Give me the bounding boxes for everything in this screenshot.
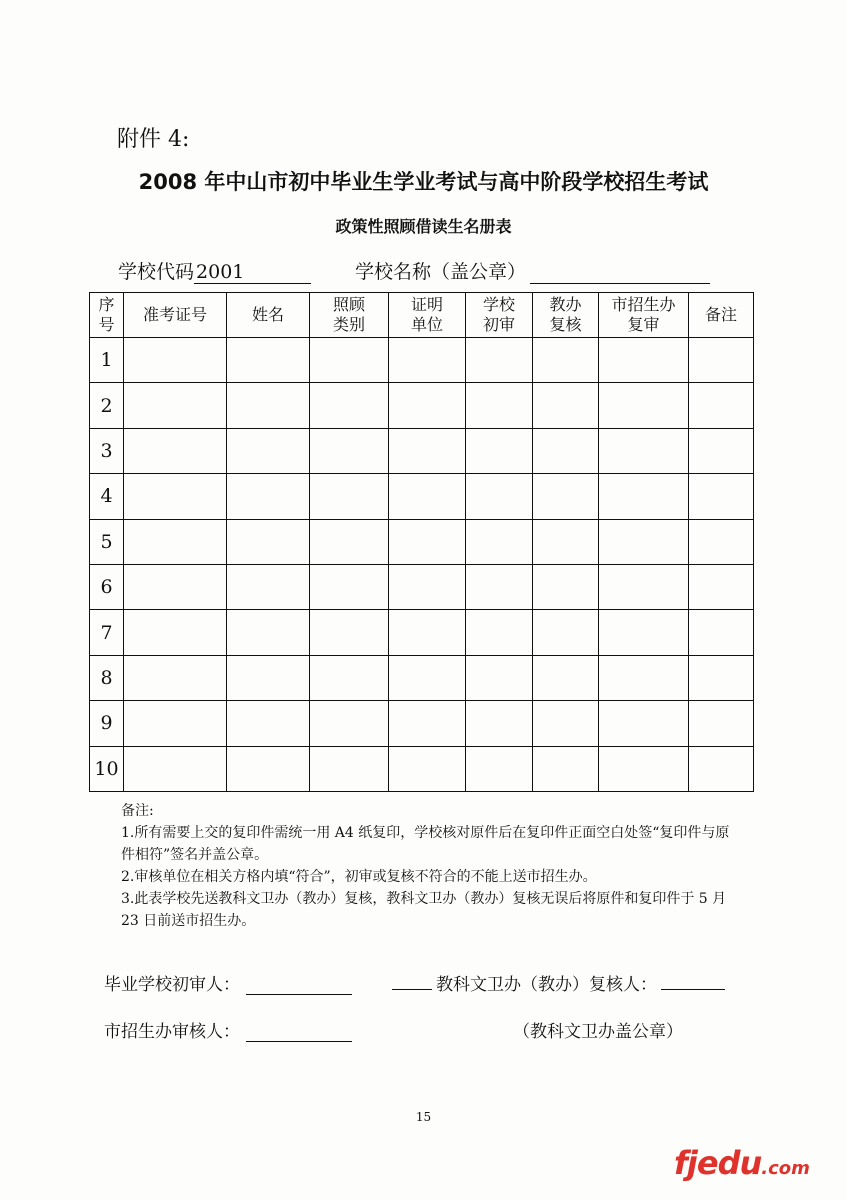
table-cell[interactable] (389, 655, 466, 700)
table-cell[interactable] (466, 564, 533, 609)
city-reviewer-label: 市招生办审核人： (104, 1022, 240, 1042)
city-reviewer-blank (246, 1023, 352, 1042)
table-cell[interactable] (533, 746, 599, 791)
table-cell[interactable] (689, 474, 754, 519)
note-item: 2.审核单位在相关方格内填“符合”，初审或复核不符合的不能上送市招生办。 (121, 869, 597, 885)
table-cell[interactable] (689, 519, 754, 564)
education-reviewer-blank (661, 971, 725, 990)
table-cell[interactable] (599, 701, 689, 746)
page-number: 15 (415, 1110, 432, 1124)
table-cell[interactable] (227, 338, 310, 383)
table-cell[interactable] (389, 428, 466, 473)
logo-brand: fjedu (674, 1144, 762, 1182)
table-cell[interactable] (124, 428, 227, 473)
logo-suffix: .com (761, 1158, 810, 1179)
table-cell[interactable] (310, 428, 389, 473)
table-cell[interactable] (389, 474, 466, 519)
col-header-care-category: 照顾 类别 (310, 293, 389, 338)
table-row (90, 519, 754, 564)
row-number: 8 (90, 655, 124, 700)
table-cell[interactable] (599, 564, 689, 609)
table-cell[interactable] (466, 383, 533, 428)
table-cell[interactable] (533, 655, 599, 700)
table-cell[interactable] (227, 655, 310, 700)
table-row (90, 474, 754, 519)
table-cell[interactable] (389, 564, 466, 609)
table-row (90, 655, 754, 700)
row-number: 2 (90, 383, 124, 428)
table-cell[interactable] (466, 610, 533, 655)
notes-section (121, 800, 741, 932)
table-cell[interactable] (466, 338, 533, 383)
table-cell[interactable] (466, 746, 533, 791)
table-cell[interactable] (466, 519, 533, 564)
table-cell[interactable] (533, 701, 599, 746)
roster-table (89, 292, 754, 792)
school-reviewer-blank (246, 976, 352, 995)
table-cell[interactable] (599, 610, 689, 655)
row-number: 1 (90, 338, 124, 383)
seal-note: （教科文卫办盖公章） (513, 1022, 683, 1042)
col-header-seq: 序 号 (90, 293, 124, 338)
table-row (90, 564, 754, 609)
table-cell[interactable] (389, 610, 466, 655)
table-cell[interactable] (533, 474, 599, 519)
table-cell[interactable] (689, 428, 754, 473)
col-header-edu-office-recheck: 教办 复核 (533, 293, 599, 338)
page-title: 2008 年中山市初中毕业生学业考试与高中阶段学校招生考试 (138, 170, 709, 194)
school-reviewer-label: 毕业学校初审人： (104, 975, 240, 995)
table-cell[interactable] (533, 383, 599, 428)
table-cell[interactable] (689, 655, 754, 700)
table-cell[interactable] (227, 746, 310, 791)
table-cell[interactable] (310, 338, 389, 383)
table-cell[interactable] (466, 474, 533, 519)
school-reviewer-row (104, 970, 352, 995)
school-name-row (355, 257, 710, 284)
table-cell[interactable] (599, 746, 689, 791)
table-cell[interactable] (389, 746, 466, 791)
table-cell[interactable] (389, 383, 466, 428)
col-header-name: 姓名 (227, 293, 310, 338)
table-cell[interactable] (227, 564, 310, 609)
table-header-row (90, 293, 754, 338)
table-row (90, 746, 754, 791)
table-cell[interactable] (310, 701, 389, 746)
row-number: 4 (90, 474, 124, 519)
table-cell[interactable] (466, 655, 533, 700)
table-cell[interactable] (227, 428, 310, 473)
attachment-label: 附件 4: (117, 127, 190, 152)
table-cell[interactable] (124, 519, 227, 564)
school-code-row (118, 257, 311, 284)
col-header-remarks: 备注 (689, 293, 754, 338)
table-cell[interactable] (227, 610, 310, 655)
table-cell[interactable] (310, 610, 389, 655)
col-header-city-admission-review: 市招生办 复审 (599, 293, 689, 338)
school-name-blank (530, 261, 710, 284)
table-cell[interactable] (124, 474, 227, 519)
table-row (90, 428, 754, 473)
table-cell[interactable] (689, 564, 754, 609)
table-cell[interactable] (599, 474, 689, 519)
table-cell[interactable] (310, 519, 389, 564)
table-cell[interactable] (599, 383, 689, 428)
table-cell[interactable] (124, 610, 227, 655)
table-cell[interactable] (389, 519, 466, 564)
table-cell[interactable] (533, 519, 599, 564)
table-cell[interactable] (599, 338, 689, 383)
row-number: 9 (90, 701, 124, 746)
table-cell[interactable] (227, 383, 310, 428)
table-cell[interactable] (389, 338, 466, 383)
col-header-school-review: 学校 初审 (466, 293, 533, 338)
table-cell[interactable] (689, 746, 754, 791)
row-number: 5 (90, 519, 124, 564)
school-code-value: 2001 (194, 261, 311, 284)
school-name-label: 学校名称（盖公章） (355, 261, 527, 283)
row-number: 10 (90, 746, 124, 791)
page-subtitle: 政策性照顾借读生名册表 (335, 217, 512, 236)
table-cell[interactable] (533, 564, 599, 609)
table-cell[interactable] (389, 701, 466, 746)
table-cell[interactable] (310, 474, 389, 519)
school-code-label: 学校代码 (118, 261, 195, 283)
table-cell[interactable] (227, 519, 310, 564)
table-cell[interactable] (599, 655, 689, 700)
table-cell[interactable] (124, 338, 227, 383)
note-item: 1.所有需要上交的复印件需统一用 A4 纸复印，学校核对原件后在复印件正面空白处签“复印件与原件相符”签名并盖公章。 (121, 825, 730, 863)
table-cell[interactable] (124, 655, 227, 700)
table-cell[interactable] (124, 746, 227, 791)
table-cell[interactable] (124, 564, 227, 609)
row-number: 6 (90, 564, 124, 609)
table-cell[interactable] (689, 383, 754, 428)
table-cell[interactable] (533, 338, 599, 383)
city-reviewer-row (104, 1017, 352, 1042)
table-row (90, 383, 754, 428)
table-cell[interactable] (310, 383, 389, 428)
col-header-certifying-unit: 证明 单位 (389, 293, 466, 338)
table-row (90, 338, 754, 383)
table-cell[interactable] (227, 701, 310, 746)
table-cell[interactable] (466, 428, 533, 473)
education-reviewer-lead-line (392, 971, 432, 990)
table-cell[interactable] (310, 655, 389, 700)
table-cell[interactable] (466, 701, 533, 746)
table-cell[interactable] (124, 701, 227, 746)
table-cell[interactable] (689, 338, 754, 383)
table-cell[interactable] (599, 428, 689, 473)
education-reviewer-label: 教科文卫办（教办）复核人： (436, 975, 657, 995)
table-cell[interactable] (689, 701, 754, 746)
fjedu-logo (674, 1144, 810, 1182)
row-number: 3 (90, 428, 124, 473)
note-item: 3.此表学校先送教科文卫办（教办）复核，教科文卫办（教办）复核无误后将原件和复印件于 5 月 23 日前送市招生办。 (121, 891, 727, 929)
notes-heading: 备注: (121, 803, 154, 819)
table-cell[interactable] (533, 428, 599, 473)
table-cell[interactable] (599, 519, 689, 564)
row-number: 7 (90, 610, 124, 655)
col-header-exam-number: 准考证号 (124, 293, 227, 338)
table-row (90, 701, 754, 746)
table-cell[interactable] (310, 564, 389, 609)
table-row (90, 610, 754, 655)
table-cell[interactable] (689, 610, 754, 655)
table-cell[interactable] (124, 383, 227, 428)
table-cell[interactable] (310, 746, 389, 791)
table-cell[interactable] (533, 610, 599, 655)
table-cell[interactable] (227, 474, 310, 519)
